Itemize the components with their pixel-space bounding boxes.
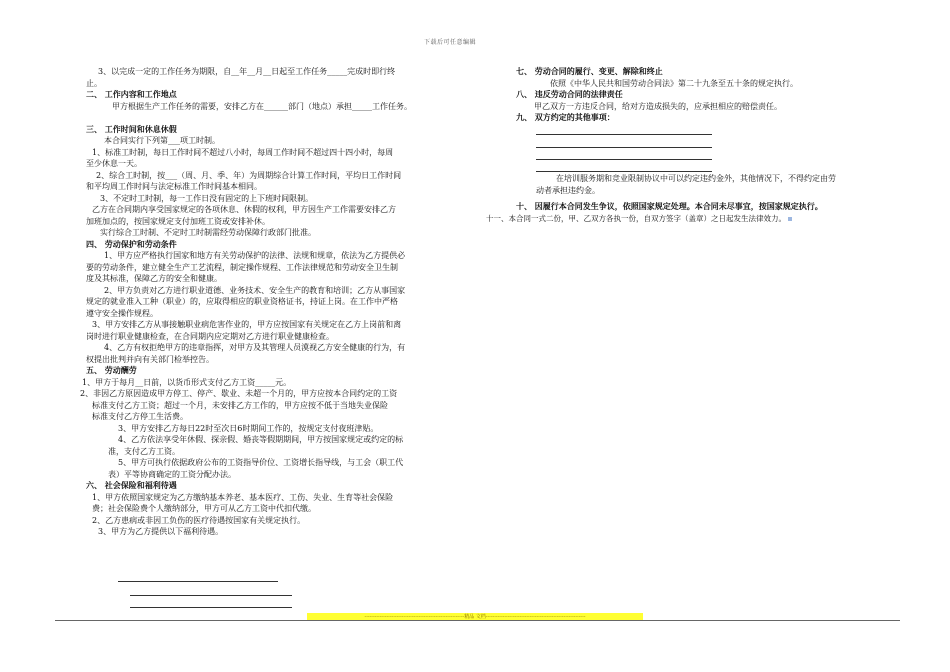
welfare-blank-line-1 [118, 580, 278, 582]
footer-rule [55, 620, 900, 621]
section-5-item-2c: 标准支付乙方停工生活费。 [92, 412, 188, 421]
section-7-text: 依照《中华人民共和国劳动合同法》第二十九条至五十条的规定执行。 [550, 78, 798, 88]
section-4-item-2b: 规定的就业准入工种（职业）的，应取得相应的职业资格证书，持证上岗。在工作中严格 [86, 297, 398, 306]
section-3-item-1a: 1、标准工时制，每日工作时间不超过八小时，每周工作时间不超过四十四小时，每周 [92, 147, 394, 157]
section-4-item-3b: 岗时进行职业健康检查，在合同期内应定期对乙方进行职业健康检查。 [86, 331, 334, 341]
section-6-item-1a: 1、甲方依照国家规定为乙方缴纳基本养老、基本医疗、工伤、失业、生育等社会保险 [92, 492, 394, 502]
section-6-item-1b: 费；社会保险费个人缴纳部分，甲方可从乙方工资中代扣代缴。 [92, 504, 316, 513]
section-4-item-2c: 遵守安全操作规程。 [86, 308, 158, 318]
section-3-rest-a: 乙方在合同期内享受国家规定的各项休息、休假的权利，甲方因生产工作需要安排乙方 [92, 205, 396, 214]
section-2-text: 甲方根据生产工作任务的需要，安排乙方在______部门（地点）承担_____工作任务。 [112, 101, 412, 111]
other-items-blank-1 [536, 133, 712, 135]
section-5-item-2b: 标准支付乙方工资；超过一个月，未安排乙方工作的，甲方应按不低于当地失业保险 [92, 400, 388, 410]
section-4-item-2a: 2、甲方负责对乙方进行职业道德、业务技术、安全生产的教育和培训；乙方从事国家 [104, 285, 406, 295]
section-6-heading: 六、 社会保险和福利待遇 [86, 481, 177, 490]
section-4-heading: 四、 劳动保护和劳动条件 [86, 239, 177, 249]
left-column [80, 66, 464, 538]
other-items-blank-4 [536, 170, 712, 172]
section-4-item-4a: 4、乙方有权拒绝甲方的违章指挥，对甲方及其管理人员漠视乙方安全健康的行为，有 [104, 343, 406, 352]
section-4-item-4b: 权提出批判并向有关部门检举控告。 [86, 354, 214, 364]
section-7-heading: 七、 劳动合同的履行、变更、解除和终止 [516, 67, 663, 76]
section-3-item-2a: 2、综合工时制，按___（周、月、季、年）为周期综合计算工作时间，平均日工作时间 [96, 170, 402, 180]
welfare-blank-line-3 [130, 606, 292, 608]
section-9-penalty-a: 在培训服务期和竞业限制协议中可以约定违约金外，其他情况下，不得约定由劳 [556, 174, 836, 183]
section-4-item-1a: 1、甲方应严格执行国家和地方有关劳动保护的法律、法规和规章，依法为乙方提供必 [104, 251, 406, 260]
section-3-intro: 本合同实行下列第___项工时制。 [104, 136, 220, 145]
section-6-item-3: 3、甲方为乙方提供以下福利待遇。 [98, 527, 224, 536]
section-6-item-2: 2、乙方患病或非因工负伤的医疗待遇按国家有关规定执行。 [92, 515, 306, 525]
section-5-item-4a: 4、乙方依法享受年休假、探亲假、婚丧等假期期间，甲方按国家规定或约定的标 [118, 435, 404, 444]
section-3-item-2b: 和平均周工作时间与法定标准工作时间基本相同。 [86, 182, 262, 191]
section-3-approval: 实行综合工时制、不定时工时制需经劳动保障行政部门批准。 [100, 228, 316, 237]
section-2-heading: 二、 工作内容和工作地点 [86, 90, 177, 99]
section-8-text: 甲乙双方一方违反合同，给对方造成损失的，应承担相应的赔偿责任。 [534, 101, 782, 111]
other-items-blank-3 [536, 158, 712, 160]
section-4-item-1c: 度及其标准，保障乙方的安全和健康。 [86, 274, 222, 283]
section-4-item-3a: 3、甲方安排乙方从事接触职业病危害作业的，甲方应按国家有关规定在乙方上岗前和离 [92, 320, 402, 329]
other-items-blank-2 [536, 146, 712, 148]
section-11-text: 十一、本合同一式二份，甲、乙双方各执一份，自双方签字（盖章）之日起发生法律效力。 [486, 214, 786, 223]
section-5-heading: 五、 劳动酬劳 [86, 366, 137, 375]
clause-3-line-2: 止。 [86, 78, 102, 88]
section-10-text: 十、 因履行本合同发生争议，依照国家规定处理。本合同未尽事宜，按国家规定执行。 [516, 202, 823, 211]
section-5-item-3: 3、甲方安排乙方每日22时至次日6时期间工作的，按规定支付夜班津贴。 [118, 423, 379, 433]
section-8-heading: 八、 违反劳动合同的法律责任 [516, 90, 623, 99]
clause-3-line-1: 3、以完成一定的工作任务为期限，自__年__月__日起至工作任务_____完成时即行终 [98, 67, 396, 76]
section-11-line [486, 213, 792, 225]
section-3-rest-b: 加班加点的，按国家规定支付加班工资或安排补休。 [86, 216, 270, 226]
section-4-item-1b: 要的劳动条件，建立健全生产工艺流程，制定操作规程、工作法律规范和劳动安全卫生制 [86, 262, 398, 272]
square-icon [788, 217, 792, 221]
header-note: 下载后可任意编辑 [424, 39, 477, 46]
footer-banner: -----------------------------------------------------------精品 文档----------------------------------------------------------- [307, 613, 643, 621]
section-9-heading: 九、 双方约定的其他事项： [516, 113, 615, 122]
section-9-penalty-b: 动者承担违约金。 [536, 186, 600, 195]
section-5-item-4b: 准，支付乙方工资。 [108, 446, 180, 456]
section-5-item-2a: 2、非因乙方原因造成甲方停工、停产、歇业、未超一个月的，甲方应按本合同约定的工资 [80, 389, 398, 398]
section-3-item-3: 3、不定时工时制，每一工作日没有固定的上下班时间限制。 [100, 193, 314, 203]
welfare-blank-line-2 [130, 594, 292, 596]
right-column [486, 66, 891, 124]
section-5-item-5a: 5、甲方可执行依据政府公布的工资指导价位、工资增长指导线，与工会（职工代 [118, 458, 404, 467]
section-5-item-1: 1、甲方于每月__日前，以货币形式支付乙方工资_____元。 [82, 377, 292, 387]
section-3-item-1b: 至少休息一天。 [86, 159, 142, 168]
section-3-heading: 三、 工作时间和休息休假 [86, 124, 177, 134]
section-5-item-5b: 表）平等协商确定的工资分配办法。 [108, 469, 236, 479]
